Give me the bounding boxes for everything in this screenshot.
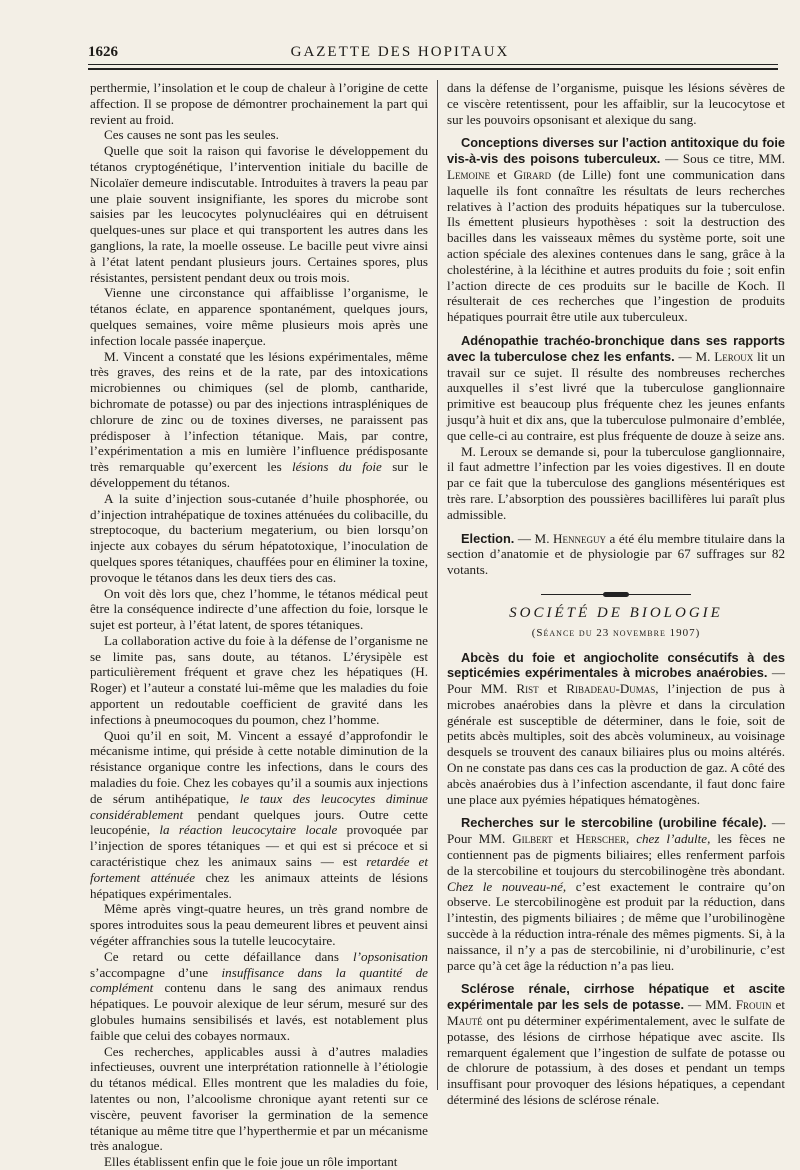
section-conceptions-antitoxique [447, 135, 785, 325]
section-stercobiline [447, 815, 785, 973]
section-heading: Election. [461, 530, 515, 546]
text-run: lit un travail sur ce sujet. Il résulte des nombreuses recherches auxquelles il s’est livré que la tuberculose ganglionnaire primitive est beaucoup plus fréquente chez les jeunes enfants jusqu’à huit et dix ans, que la tuberculose pulmonaire d’emblée, que celle-ci au contraire, est plus fréquente de douze à seize ans. [447, 348, 785, 443]
paragraph: Ces recherches, applicables aussi à d’autres maladies infectieuses, ouvrent une interprétation rationnelle à l’étiologie du tétanos médical. Elles montrent que les maladies du foie, latentes ou non, l’alcoolisme chronique ayant retenti sur ce viscère, peuvent favoriser la germination de la semence tétanique au même titre que l’hyperthermie et par un mécanisme très analogue. [90, 1043, 428, 1154]
text-run: et [497, 166, 507, 182]
section-heading: Sclérose rénale, cirrhose hépatique et ascite expérimentale par les sels de potasse. [447, 981, 785, 1013]
paragraph: On voit dès lors que, chez l’homme, le tétanos médical peut être la conséquence indirecte d’une affection du foie, lorsque le sujet est porteur, à l’état latent, de spores tétaniques. [90, 585, 428, 633]
emphasis: le taux des leucocytes diminue considérablement [90, 790, 428, 822]
paragraph: dans la défense de l’organisme, puisque les lésions sévères de ce viscère retentissent, pour les affaiblir, sur la leucocytose et sur les pouvoirs opsonisant et alexique du sang. [447, 80, 785, 127]
text-run: chez les animaux atteints de lésions hépatiques expérimentales. [90, 869, 429, 901]
session-date: (Séance du 23 novembre 1907) [531, 626, 701, 639]
text-run: s’accompagne d’une [90, 964, 209, 980]
emphasis: Chez le nouveau-né [447, 878, 563, 894]
paragraph: La collaboration active du foie à la défense de l’organisme ne se limite pas, sans doute, au tétanos. L’érysipèle est particulièrement fréquent et grave chez les hépatiques (H. Roger) et l’auteur a constaté lui-même que les maladies du foie apportent un redoutable coefficient de gravité dans les infections à pneumocoques du poumon, chez l’homme. [90, 632, 428, 727]
left-column [90, 80, 429, 1170]
emphasis: la réaction leucocytaire locale [159, 822, 338, 838]
section-adenopathie [447, 333, 785, 444]
header-rule-thin [88, 64, 778, 65]
paragraph: Ces causes ne sont pas les seules. [104, 127, 279, 143]
page-number: 1626 [88, 44, 118, 60]
emphasis: insuffisance dans la quantité de complément [90, 964, 428, 996]
paragraph: perthermie, l’insolation et le coup de chaleur à l’origine de cette affection. Il se propose de démontrer prochainement la part qui revient au froid. [90, 80, 428, 127]
text-run: , c’est exactement le contraire qu’on observe. Le stercobilinogène est produit par la réduction, dans l’intestin, des pigments biliaires ; de même que l’urobilinogène succède à la réduction intra-rénale des mêmes pigments. Si, à la naissance, il n’y a pas de stercobilinie, ni d’urobilinurie, c’est parce qu’à cet âge la réduction n’a pas lieu. [447, 878, 785, 973]
paragraph: M. Leroux se demande si, pour la tuberculose ganglionnaire, il faut admettre l’infection par les voies digestives. Il en doute par ce fait que la tuberculose des ganglions mésentériques est très rare. L’absorption des poussières bacillifères lui paraît plus admissible. [447, 443, 785, 522]
section-heading: Abcès du foie et angiocholite consécutifs à des septicémies expérimentales à microbes anaérobies. [447, 649, 785, 681]
text-run: — Pour MM. [447, 815, 785, 847]
text-run: , [625, 831, 630, 847]
emphasis: lésions du foie [292, 459, 382, 475]
text-run: Ce retard ou cette défaillance dans [104, 948, 339, 964]
paragraph: Vienne une circonstance qui affaiblisse l’organisme, le tétanos éclate, en apparence spontanément, quelques jours, quelques semaines, voire même plusieurs mois après une infection locale passée inaperçue. [90, 285, 428, 348]
column-divider [437, 80, 438, 1090]
right-column [447, 80, 786, 1108]
text-run: contenu dans le sang des animaux rendus hépatiques. Le pouvoir alexique de leur sérum, mesuré sur des globules humains sensibilisés et lavés, est notablement plus faible que celui des cobayes normaux. [90, 980, 428, 1043]
author-name: Frouin [735, 997, 772, 1013]
text-run: — M. [517, 530, 550, 546]
section-election [447, 531, 785, 578]
text-run: a été élu membre titulaire dans la section d’anatomie et de physiologie par 67 suffrages sur 82 votants. [447, 530, 785, 578]
text-run: sur le développement du tétanos. [90, 459, 428, 490]
paragraph: Elles établissent enfin que le foie joue un rôle important [104, 1154, 398, 1170]
section-abces-foie [447, 650, 785, 808]
paragraph: Quelle que soit la raison qui favorise le développement du tétanos cryptogénétique, l’intervention initiale du bacille de Nicolaïer demeure indiscutable. Introduites à travers la peau par une plaie souvent insignifiante, les spores du microbe sont saisies par les leucocytes polynucléaires qui en détruisent quelques-unes sur place et qui transportent les autres dans les ganglions, la rate, la moelle osseuse. Le bacille peut vivre ainsi à l’état latent pendant plusieurs jours. Certaines spores, plus résistantes, persistent pendant deux ou trois mois. [90, 143, 428, 285]
author-name: Gilbert [512, 831, 553, 847]
text-run: , l’injection de pus à microbes anaérobies dans la plèvre et dans la circulation générale est susceptible de déterminer, dans le foie, soit de petits abcès multiples, soit des abcès volumineux, au voisinage desquels se trouvent des canaux biliaires plus ou moins altérés. On ne constate pas dans ces cas la production de gaz. A côté des abcès anaérobies dus à l’infection ascendante, il faut donc faire une place aux pyémies hépatiques hématogènes. [447, 681, 785, 807]
paragraph [90, 949, 428, 1044]
text-run: — MM. [688, 997, 732, 1013]
section-sclerose-renale [447, 981, 785, 1107]
author-name: Girard [513, 166, 552, 182]
paragraph [90, 349, 428, 491]
emphasis: l’opsonisation [353, 948, 428, 964]
section-heading: Recherches sur le stercobiline (urobiline fécale). [461, 815, 767, 831]
emphasis: retardée et fortement atténuée [90, 854, 428, 885]
text-run: et [775, 997, 785, 1013]
society-title: SOCIÉTÉ DE BIOLOGIE [509, 604, 723, 621]
text-run: et [547, 681, 558, 697]
text-run: (de Lille) font une communication dans laquelle ils font connaître les résultats de leurs recherches relatives à l’action des produits hépatiques sur la tuberculose. Ils émettent plusieurs hypothèses : soit la destruction des bacilles dans les vaisseaux mêmes du système porte, soit une action spéciale des alexines contenues dans le sang, grâce à la cholestérine, à la lécithine et autres produits du foie ; soit enfin l’action directe de ces produits sur le bacille de Koch. Il résulterait de ces recherches que l’ingestion de produits hépatiques pourrait être utile aux tuberculeux. [447, 166, 786, 325]
author-name: Rist [516, 681, 539, 697]
text-run: — Sous ce titre, MM. [665, 151, 785, 167]
author-name: Lemoine [447, 166, 490, 182]
author-name: Leroux [714, 348, 754, 364]
author-name: Herscher [575, 831, 626, 847]
section-heading: Conceptions diverses sur l’action antitoxique du foie vis-à-vis des poisons tuberculeux. [447, 135, 785, 167]
text-run: , les fèces ne contiennent pas de pigments biliaires; elles renferment parfois de la stercobiline et toujours du stercobilinogène très abondant. [447, 831, 786, 878]
section-heading: Adénopathie trachéo-bronchique dans ses rapports avec la tuberculose chez les enfants. [447, 332, 785, 364]
running-title: GAZETTE DES HOPITAUX [290, 44, 510, 60]
header-rule-thick [88, 68, 778, 70]
emphasis: chez l’adulte [636, 831, 708, 847]
paragraph: A la suite d’injection sous-cutanée d’huile phosphorée, ou d’injection intrahépatique de toxines atténuées du colibacille, du streptocoque, du bacterium megaterium, ou bien lorsqu’on injecte aux cobayes du sérum hépatotoxique, l’inoculation de quelques spores tétaniques, chauffées pour en éliminer la toxine, provoque le tétanos dans les deux tiers des cas. [90, 490, 428, 585]
text-run: et [559, 831, 570, 847]
author-name: Henneguy [553, 530, 606, 546]
paragraph [90, 728, 428, 902]
text-run: M. Vincent a constaté que les lésions expérimentales, même très graves, des reins et de la rate, par des intoxications microbiennes ou chimiques (sel de plomb, cantharide, bichromate de potasse) ou par des injections intraspléniques de chlorure de zinc ou de toxines diverses, ne paraissent pas prédisposer à l’infection tétanique. Mais, par contre, l’expérimentation a mis en lumière l’influence prédisposante très remarquable qu’exercent les [90, 348, 428, 475]
ornament-divider [541, 592, 691, 598]
text-run: Quoi qu’il en soit, M. Vincent a essayé d’approfondir le mécanisme intime, qui préside à cette notable diminution de la résistance organique contre les infections, dans le cours des maladies du foie. Chez les cobayes qu’il a soumis aux injections de sérum antihépatique, [90, 727, 428, 806]
text-run: — M. [678, 348, 711, 364]
text-run: ont pu déterminer expérimentalement, avec le sulfate de potasse, des lésions de cirrhose hépatique avec ascite. Ils remarquent également que l’ingestion de sulfate de potasse ou de chlorure de potassium, à des doses et pendant un temps insuffisant pour provoquer des lésions hépatiques, a cependant déterminé des lésions de sclérose rénale. [447, 1013, 785, 1108]
author-name: Ribadeau-Dumas [566, 681, 656, 697]
ornament-knot [603, 592, 629, 597]
text-run: provoquée par l’injection de spores tétaniques — et qui est si précoce et si caractéristique chez les animaux sains — est [90, 822, 428, 870]
paragraph: Même après vingt-quatre heures, un très grand nombre de spores introduites sous la peau demeurent libres et peuvent ainsi végéter affranchies sous la tutelle leucocytaire. [90, 901, 428, 949]
text-run: pendant quelques jours. Outre cette leucopénie, [90, 806, 428, 838]
author-name: Mauté [447, 1013, 483, 1029]
text-run: — Pour MM. [447, 665, 785, 697]
